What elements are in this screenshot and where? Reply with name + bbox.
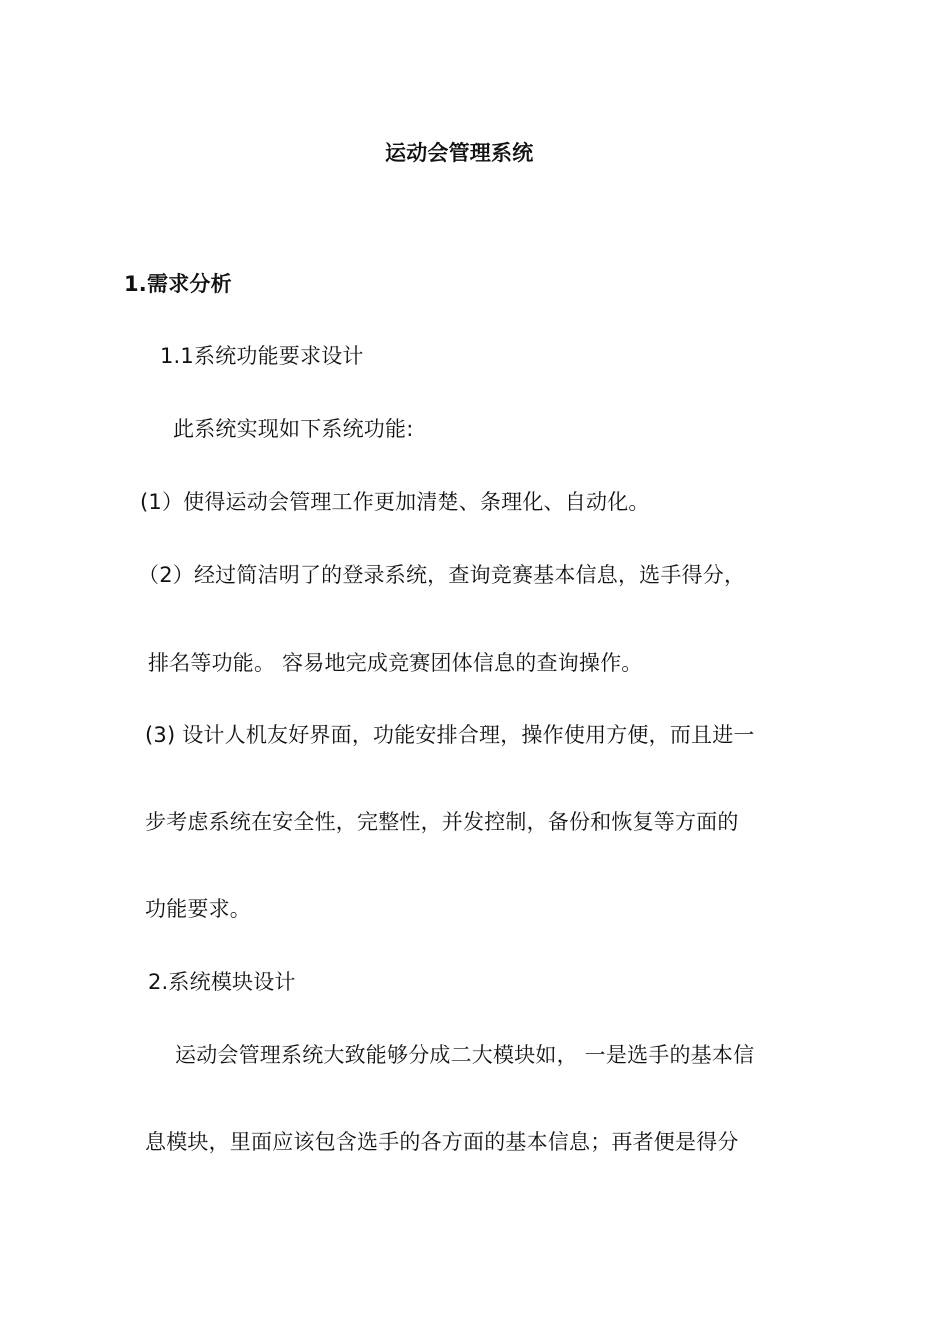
section-2-paragraph-line-2: 息模块，里面应该包含选手的各方面的基本信息；再者便是得分 <box>145 1130 739 1154</box>
section-1-1-heading: 1.1系统功能要求设计 <box>160 344 364 368</box>
section-2-heading: 2.系统模块设计 <box>148 970 296 994</box>
requirement-item-3-line-2: 步考虑系统在安全性，完整性，并发控制，备份和恢复等方面的 <box>145 810 739 834</box>
document-title: 运动会管理系统 <box>385 141 534 165</box>
requirement-item-3-line-1: (3) 设计人机友好界面，功能安排合理，操作使用方便，而且进一 <box>145 723 755 747</box>
requirement-item-1: (1）使得运动会管理工作更加清楚、条理化、自动化。 <box>140 490 650 514</box>
section-1-heading: 1.需求分析 <box>124 272 232 296</box>
intro-text: 此系统实现如下系统功能: <box>173 417 414 441</box>
requirement-item-3-line-3: 功能要求。 <box>145 897 251 921</box>
requirement-item-2-line-1: （2）经过简洁明了的登录系统，查询竞赛基本信息，选手得分， <box>138 563 746 587</box>
section-2-paragraph-line-1: 运动会管理系统大致能够分成二大模块如， 一是选手的基本信 <box>175 1043 755 1067</box>
requirement-item-2-line-2: 排名等功能。 容易地完成竞赛团体信息的查询操作。 <box>148 651 643 675</box>
